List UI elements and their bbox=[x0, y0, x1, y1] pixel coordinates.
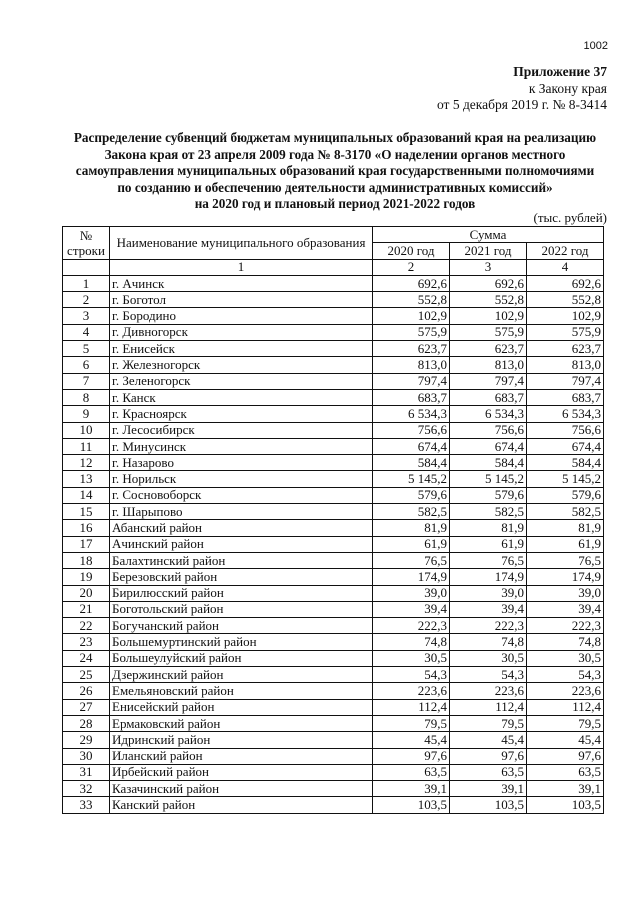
amount-2020: 54,3 bbox=[373, 667, 450, 683]
row-number: 21 bbox=[63, 601, 110, 617]
row-number: 28 bbox=[63, 715, 110, 731]
table-row bbox=[63, 308, 604, 324]
appendix-date: от 5 декабря 2019 г. № 8-3414 bbox=[436, 97, 607, 112]
row-number: 10 bbox=[63, 422, 110, 438]
header-name: Наименование муниципального образования bbox=[110, 227, 373, 260]
amount-2021: 223,6 bbox=[450, 683, 527, 699]
amount-2022: 74,8 bbox=[527, 634, 604, 650]
header-2022: 2022 год bbox=[527, 243, 604, 259]
amount-2022: 97,6 bbox=[527, 748, 604, 764]
municipality-name: г. Дивногорск bbox=[110, 324, 373, 340]
amount-2020: 756,6 bbox=[373, 422, 450, 438]
table-row bbox=[63, 406, 604, 422]
table-row bbox=[63, 275, 604, 291]
amount-2020: 623,7 bbox=[373, 341, 450, 357]
amount-2020: 683,7 bbox=[373, 389, 450, 405]
title-line: самоуправления муниципальных образований края государственными полномочиями bbox=[75, 163, 595, 179]
title-line: на 2020 год и плановый период 2021-2022 годов bbox=[194, 196, 476, 212]
row-number: 6 bbox=[63, 357, 110, 373]
table-row bbox=[63, 357, 604, 373]
table-row bbox=[63, 732, 604, 748]
amount-2020: 797,4 bbox=[373, 373, 450, 389]
municipality-name: Богучанский район bbox=[110, 618, 373, 634]
amount-2021: 692,6 bbox=[450, 275, 527, 291]
municipality-name: Ачинский район bbox=[110, 536, 373, 552]
amount-2021: 61,9 bbox=[450, 536, 527, 552]
amount-2021: 30,5 bbox=[450, 650, 527, 666]
row-number: 8 bbox=[63, 389, 110, 405]
row-number: 29 bbox=[63, 732, 110, 748]
header-sum: Сумма bbox=[373, 227, 604, 243]
amount-2021: 39,1 bbox=[450, 781, 527, 797]
row-number: 22 bbox=[63, 618, 110, 634]
municipality-name: Ермаковский район bbox=[110, 715, 373, 731]
amount-2020: 223,6 bbox=[373, 683, 450, 699]
municipality-name: г. Шарыпово bbox=[110, 504, 373, 520]
amount-2021: 45,4 bbox=[450, 732, 527, 748]
amount-2022: 112,4 bbox=[527, 699, 604, 715]
row-number: 2 bbox=[63, 292, 110, 308]
amount-2021: 81,9 bbox=[450, 520, 527, 536]
amount-2022: 54,3 bbox=[527, 667, 604, 683]
table-row bbox=[63, 683, 604, 699]
municipality-name: г. Зеленогорск bbox=[110, 373, 373, 389]
municipality-name: Енисейский район bbox=[110, 699, 373, 715]
amount-2020: 112,4 bbox=[373, 699, 450, 715]
table-row bbox=[63, 699, 604, 715]
header-row-number: № строки bbox=[63, 227, 110, 260]
amount-2022: 45,4 bbox=[527, 732, 604, 748]
table-row bbox=[63, 292, 604, 308]
header-col-1: 1 bbox=[110, 259, 373, 275]
table-row bbox=[63, 601, 604, 617]
amount-2022: 813,0 bbox=[527, 357, 604, 373]
amount-2022: 552,8 bbox=[527, 292, 604, 308]
table-row bbox=[63, 715, 604, 731]
amount-2022: 674,4 bbox=[527, 438, 604, 454]
municipality-name: Березовский район bbox=[110, 569, 373, 585]
amount-2021: 575,9 bbox=[450, 324, 527, 340]
municipality-name: г. Минусинск bbox=[110, 438, 373, 454]
amount-2020: 579,6 bbox=[373, 487, 450, 503]
amount-2022: 63,5 bbox=[527, 764, 604, 780]
amount-2021: 623,7 bbox=[450, 341, 527, 357]
title-line: Закона края от 23 апреля 2009 года № 8-3170 «О наделении органов местного bbox=[104, 146, 566, 162]
amount-2021: 174,9 bbox=[450, 569, 527, 585]
amount-2021: 797,4 bbox=[450, 373, 527, 389]
amount-2020: 813,0 bbox=[373, 357, 450, 373]
amount-2022: 797,4 bbox=[527, 373, 604, 389]
amount-2021: 76,5 bbox=[450, 552, 527, 568]
amount-2021: 103,5 bbox=[450, 797, 527, 813]
amount-2022: 39,0 bbox=[527, 585, 604, 601]
amount-2020: 102,9 bbox=[373, 308, 450, 324]
row-number: 13 bbox=[63, 471, 110, 487]
amount-2022: 692,6 bbox=[527, 275, 604, 291]
municipality-name: Дзержинский район bbox=[110, 667, 373, 683]
header-col-2: 2 bbox=[373, 259, 450, 275]
table-row bbox=[63, 650, 604, 666]
municipality-name: г. Лесосибирск bbox=[110, 422, 373, 438]
amount-2020: 79,5 bbox=[373, 715, 450, 731]
row-number: 31 bbox=[63, 764, 110, 780]
table-row bbox=[63, 569, 604, 585]
amount-2021: 674,4 bbox=[450, 438, 527, 454]
amount-2021: 79,5 bbox=[450, 715, 527, 731]
amount-2021: 6 534,3 bbox=[450, 406, 527, 422]
row-number: 27 bbox=[63, 699, 110, 715]
row-number: 4 bbox=[63, 324, 110, 340]
municipality-name: Канский район bbox=[110, 797, 373, 813]
amount-2020: 5 145,2 bbox=[373, 471, 450, 487]
municipality-name: Абанский район bbox=[110, 520, 373, 536]
subsidy-table bbox=[62, 226, 604, 814]
row-number: 19 bbox=[63, 569, 110, 585]
amount-2022: 30,5 bbox=[527, 650, 604, 666]
row-number: 32 bbox=[63, 781, 110, 797]
row-number: 11 bbox=[63, 438, 110, 454]
amount-2021: 683,7 bbox=[450, 389, 527, 405]
amount-2021: 552,8 bbox=[450, 292, 527, 308]
row-number: 24 bbox=[63, 650, 110, 666]
municipality-name: г. Енисейск bbox=[110, 341, 373, 357]
amount-2022: 223,6 bbox=[527, 683, 604, 699]
amount-2022: 683,7 bbox=[527, 389, 604, 405]
municipality-name: г. Бородино bbox=[110, 308, 373, 324]
municipality-name: Бирилюсский район bbox=[110, 585, 373, 601]
amount-2022: 39,4 bbox=[527, 601, 604, 617]
row-number: 33 bbox=[63, 797, 110, 813]
amount-2022: 81,9 bbox=[527, 520, 604, 536]
amount-2020: 39,0 bbox=[373, 585, 450, 601]
row-number: 3 bbox=[63, 308, 110, 324]
table-row bbox=[63, 324, 604, 340]
table-row bbox=[63, 487, 604, 503]
amount-2021: 5 145,2 bbox=[450, 471, 527, 487]
units-label: (тыс. рублей) bbox=[533, 210, 607, 225]
header-col-4: 4 bbox=[527, 259, 604, 275]
table-row bbox=[63, 422, 604, 438]
municipality-name: Большеулуйский район bbox=[110, 650, 373, 666]
row-number: 26 bbox=[63, 683, 110, 699]
municipality-name: г. Канск bbox=[110, 389, 373, 405]
amount-2020: 174,9 bbox=[373, 569, 450, 585]
row-number: 1 bbox=[63, 275, 110, 291]
amount-2021: 54,3 bbox=[450, 667, 527, 683]
amount-2022: 579,6 bbox=[527, 487, 604, 503]
amount-2022: 102,9 bbox=[527, 308, 604, 324]
municipality-name: Идринский район bbox=[110, 732, 373, 748]
amount-2022: 174,9 bbox=[527, 569, 604, 585]
municipality-name: Казачинский район bbox=[110, 781, 373, 797]
table-row bbox=[63, 536, 604, 552]
table-row bbox=[63, 748, 604, 764]
amount-2022: 623,7 bbox=[527, 341, 604, 357]
row-number: 14 bbox=[63, 487, 110, 503]
appendix-law: к Закону края bbox=[528, 81, 607, 96]
amount-2021: 97,6 bbox=[450, 748, 527, 764]
municipality-name: г. Железногорск bbox=[110, 357, 373, 373]
amount-2021: 63,5 bbox=[450, 764, 527, 780]
amount-2021: 112,4 bbox=[450, 699, 527, 715]
amount-2021: 74,8 bbox=[450, 634, 527, 650]
amount-2020: 575,9 bbox=[373, 324, 450, 340]
municipality-name: Иланский район bbox=[110, 748, 373, 764]
table-row bbox=[63, 373, 604, 389]
row-number: 15 bbox=[63, 504, 110, 520]
title-line: Распределение субвенций бюджетам муниципальных образований края на реализацию bbox=[73, 130, 597, 145]
amount-2022: 222,3 bbox=[527, 618, 604, 634]
table-row bbox=[63, 504, 604, 520]
row-number: 12 bbox=[63, 455, 110, 471]
amount-2022: 79,5 bbox=[527, 715, 604, 731]
row-number: 17 bbox=[63, 536, 110, 552]
title-line: по созданию и обеспечению деятельности административных комиссий» bbox=[117, 179, 553, 195]
amount-2021: 39,0 bbox=[450, 585, 527, 601]
amount-2020: 81,9 bbox=[373, 520, 450, 536]
table-row bbox=[63, 618, 604, 634]
amount-2020: 552,8 bbox=[373, 292, 450, 308]
header-2020: 2020 год bbox=[373, 243, 450, 259]
amount-2020: 61,9 bbox=[373, 536, 450, 552]
municipality-name: Балахтинский район bbox=[110, 552, 373, 568]
table-row bbox=[63, 389, 604, 405]
amount-2022: 76,5 bbox=[527, 552, 604, 568]
amount-2020: 39,1 bbox=[373, 781, 450, 797]
amount-2022: 61,9 bbox=[527, 536, 604, 552]
table-row bbox=[63, 438, 604, 454]
amount-2022: 103,5 bbox=[527, 797, 604, 813]
amount-2020: 63,5 bbox=[373, 764, 450, 780]
table-row bbox=[63, 667, 604, 683]
amount-2020: 584,4 bbox=[373, 455, 450, 471]
row-number: 23 bbox=[63, 634, 110, 650]
page-number: 1002 bbox=[583, 40, 608, 52]
amount-2022: 582,5 bbox=[527, 504, 604, 520]
municipality-name: Емельяновский район bbox=[110, 683, 373, 699]
row-number: 25 bbox=[63, 667, 110, 683]
row-number: 18 bbox=[63, 552, 110, 568]
amount-2020: 39,4 bbox=[373, 601, 450, 617]
amount-2022: 6 534,3 bbox=[527, 406, 604, 422]
amount-2021: 222,3 bbox=[450, 618, 527, 634]
row-number: 16 bbox=[63, 520, 110, 536]
amount-2020: 6 534,3 bbox=[373, 406, 450, 422]
table-row bbox=[63, 520, 604, 536]
amount-2022: 39,1 bbox=[527, 781, 604, 797]
municipality-name: Большемуртинский район bbox=[110, 634, 373, 650]
amount-2020: 30,5 bbox=[373, 650, 450, 666]
amount-2020: 76,5 bbox=[373, 552, 450, 568]
amount-2021: 579,6 bbox=[450, 487, 527, 503]
amount-2021: 582,5 bbox=[450, 504, 527, 520]
municipality-name: Боготольский район bbox=[110, 601, 373, 617]
amount-2021: 756,6 bbox=[450, 422, 527, 438]
amount-2020: 222,3 bbox=[373, 618, 450, 634]
amount-2022: 575,9 bbox=[527, 324, 604, 340]
header-col-0 bbox=[63, 259, 110, 275]
table-row bbox=[63, 455, 604, 471]
amount-2021: 102,9 bbox=[450, 308, 527, 324]
amount-2020: 674,4 bbox=[373, 438, 450, 454]
amount-2020: 45,4 bbox=[373, 732, 450, 748]
amount-2021: 584,4 bbox=[450, 455, 527, 471]
table-row bbox=[63, 471, 604, 487]
row-number: 9 bbox=[63, 406, 110, 422]
municipality-name: Ирбейский район bbox=[110, 764, 373, 780]
row-number: 30 bbox=[63, 748, 110, 764]
amount-2020: 582,5 bbox=[373, 504, 450, 520]
row-number: 5 bbox=[63, 341, 110, 357]
row-number: 20 bbox=[63, 585, 110, 601]
amount-2022: 5 145,2 bbox=[527, 471, 604, 487]
table-row bbox=[63, 341, 604, 357]
amount-2020: 103,5 bbox=[373, 797, 450, 813]
amount-2021: 39,4 bbox=[450, 601, 527, 617]
row-number: 7 bbox=[63, 373, 110, 389]
municipality-name: г. Боготол bbox=[110, 292, 373, 308]
table-row bbox=[63, 634, 604, 650]
header-col-3: 3 bbox=[450, 259, 527, 275]
appendix-title: Приложение 37 bbox=[513, 64, 607, 79]
amount-2020: 692,6 bbox=[373, 275, 450, 291]
document-title bbox=[60, 130, 610, 213]
municipality-name: г. Ачинск bbox=[110, 275, 373, 291]
table-row bbox=[63, 585, 604, 601]
amount-2022: 584,4 bbox=[527, 455, 604, 471]
municipality-name: г. Красноярск bbox=[110, 406, 373, 422]
table-row bbox=[63, 797, 604, 813]
table-row bbox=[63, 552, 604, 568]
header-2021: 2021 год bbox=[450, 243, 527, 259]
table-row bbox=[63, 764, 604, 780]
municipality-name: г. Норильск bbox=[110, 471, 373, 487]
table-row bbox=[63, 781, 604, 797]
amount-2022: 756,6 bbox=[527, 422, 604, 438]
municipality-name: г. Назарово bbox=[110, 455, 373, 471]
amount-2021: 813,0 bbox=[450, 357, 527, 373]
amount-2020: 74,8 bbox=[373, 634, 450, 650]
amount-2020: 97,6 bbox=[373, 748, 450, 764]
municipality-name: г. Сосновоборск bbox=[110, 487, 373, 503]
